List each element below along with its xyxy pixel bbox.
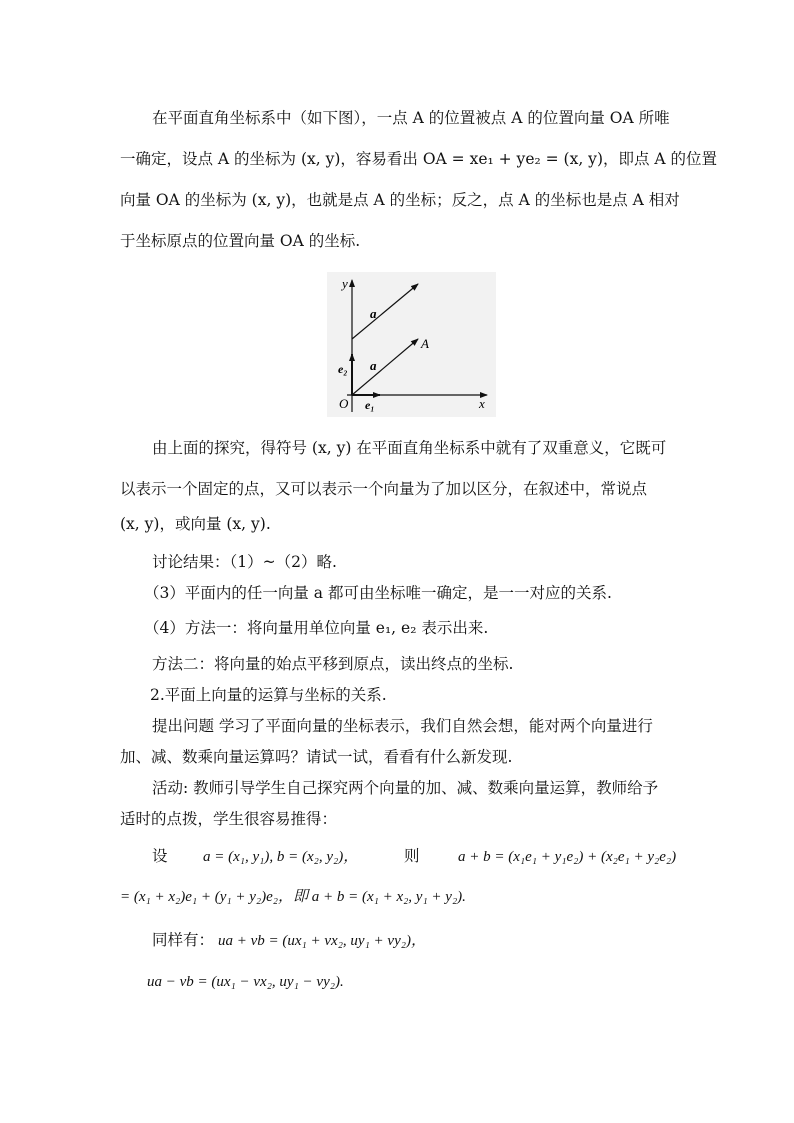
section2-heading: 2.平面上向量的运算与坐标的关系. (150, 686, 387, 704)
discussion-result: 讨论结果：（1）~（2）略. (152, 553, 337, 571)
para2-line2: 以表示一个固定的点，又可以表示一个向量为了加以区分，在叙述中，常说点 (120, 480, 648, 498)
para1-line1: 在平面直角坐标系中（如下图），一点 A 的位置被点 A 的位置向量 OA 所唯 (152, 109, 670, 127)
scalar-sum-formula: ua + vb = (ux₁ + vx₂, uy₁ + vy₂)， (218, 933, 426, 949)
set-expression: a = (x₁, y₁), b = (x₂, y₂)， (203, 849, 359, 865)
para2-line1: 由上面的探究，得符号 (x, y) 在平面直角坐标系中就有了双重意义，它既可 (152, 439, 667, 457)
then-word: 则 (404, 847, 420, 865)
scalar-diff-formula: ua − vb = (ux₁ − vx₂, uy₁ − vy₂). (147, 974, 344, 990)
para1-line3: 向量 OA 的坐标为 (x, y)，也就是点 A 的坐标；反之，点 A 的坐标也是点 A 相对 (120, 191, 680, 209)
para2-line3: (x, y)，或向量 (x, y). (120, 515, 271, 533)
para1-line2: 一确定，设点 A 的坐标为 (x, y)，容易看出 OA = xe₁ + ye₂ = (x, y)，即点 A 的位置 (120, 150, 718, 168)
sum-result-line: = (x₁ + x₂)e₁ + (y₁ + y₂)e₂，即 a + b = (x₁ + x₂, y₁ + y₂). (120, 889, 466, 905)
set-word: 设 (152, 847, 168, 865)
e1-label: e₁ (365, 398, 375, 412)
coordinate-figure (327, 272, 496, 417)
activity-line1: 活动: 教师引导学生自己探究两个向量的加、减、数乘向量运算，教师给予 (152, 779, 659, 797)
activity-line2: 适时的点拨，学生很容易推得： (120, 810, 338, 828)
discussion-item3: （3）平面内的任一向量 a 都可由坐标唯一确定，是一一对应的关系. (144, 584, 612, 602)
y-axis-label: y (342, 276, 348, 291)
vector-a-upper-label: a (370, 306, 377, 321)
e2-label: e₂ (338, 362, 348, 376)
vector-oa (352, 339, 418, 395)
discussion-method2: 方法二：将向量的始点平移到原点，读出终点的坐标. (152, 655, 514, 673)
para1-line4: 于坐标原点的位置向量 OA 的坐标. (120, 232, 361, 250)
vector-a-translated (352, 284, 418, 339)
x-axis-label: x (479, 396, 485, 411)
point-a-label: A (421, 336, 429, 351)
vector-diagram (327, 272, 496, 417)
question-line2: 加、减、数乘向量运算吗？请试一试，看看有什么新发现. (120, 748, 513, 766)
origin-label: O (339, 396, 349, 411)
question-line1: 提出问题 学习了平面向量的坐标表示，我们自然会想，能对两个向量进行 (152, 717, 653, 735)
discussion-item4: （4）方法一：将向量用单位向量 e₁, e₂ 表示出来. (144, 619, 489, 637)
vector-a-lower-label: a (370, 358, 377, 373)
sum-expression: a + b = (x₁e₁ + y₁e₂) + (x₂e₁ + y₂e₂) (458, 849, 677, 865)
similar-word: 同样有： (152, 931, 215, 949)
